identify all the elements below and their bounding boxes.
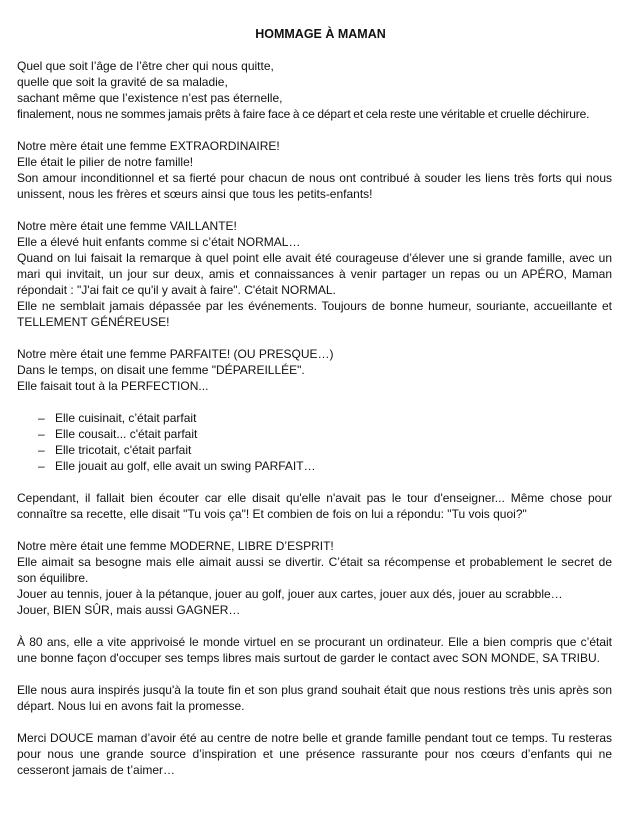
list-item <box>38 442 612 458</box>
paragraph-body: Son amour inconditionnel et sa fierté pour chacun de nous ont contribué à souder les liens très forts qui nous unissent, nous les frères et sœurs ainsi que tous les petits-enfants! <box>17 171 612 201</box>
dash-marker: – <box>38 427 45 441</box>
vaillante-paragraph <box>17 218 612 330</box>
list-item-text: Elle jouait au golf, elle avait un swing PARFAIT… <box>55 459 316 473</box>
parfaite-paragraph <box>17 346 612 394</box>
dash-marker: – <box>38 411 45 425</box>
paragraph-heading: Notre mère était une femme VAILLANTE! <box>17 219 237 233</box>
paragraph-heading: Notre mère était une femme PARFAITE! (OU PRESQUE…) <box>17 347 334 361</box>
paragraph-body: Elle ne semblait jamais dépassée par les événements. Toujours de bonne humeur, souriante, accueillante et TELLEMENT GÉNÉREUSE! <box>17 299 612 329</box>
list-item <box>38 458 612 474</box>
paragraph-line: Dans le temps, on disait une femme "DÉPAREILLÉE". <box>17 363 305 377</box>
list-item-text: Elle tricotait, c'était parfait <box>55 443 192 457</box>
intro-line: quelle que soit la gravité de sa maladie, <box>17 75 228 89</box>
list-item <box>38 426 612 442</box>
intro-line: Quel que soit l’âge de l’être cher qui nous quitte, <box>17 59 274 73</box>
paragraph-heading: Notre mère était une femme EXTRAORDINAIRE! <box>17 139 280 153</box>
dash-marker: – <box>38 459 45 473</box>
list-item <box>38 410 612 426</box>
paragraph-heading: Notre mère était une femme MODERNE, LIBRE D’ESPRIT! <box>17 539 334 553</box>
list-item-text: Elle cousait... c'était parfait <box>55 427 198 441</box>
dash-marker: – <box>38 443 45 457</box>
paragraph-line: Elle était le pilier de notre famille! <box>17 155 194 169</box>
extraordinaire-paragraph <box>17 138 612 202</box>
paragraph-body: Elle aimait sa besogne mais elle aimait aussi se divertir. C’était sa récompense et probablement le secret de son équilibre. <box>17 555 612 585</box>
intro-paragraph <box>17 58 612 122</box>
ecouter-paragraph: Cependant, il fallait bien écouter car elle disait qu'elle n'avait pas le tour d'enseigner... Même chose pour connaître sa recette, elle disait "Tu vois ça"! Et combien de fois on lui a répondu: "Tu vois quoi?" <box>17 491 612 521</box>
list-item-text: Elle cuisinait, c’était parfait <box>55 411 197 425</box>
merci-paragraph: Merci DOUCE maman d’avoir été au centre de notre belle et grande famille pendant tout ce temps. Tu resteras pour nous une grande source d’inspiration et une présence rassurante pour nos cœurs d’enfants qui ne cesseront jamais de t’aimer… <box>17 731 612 777</box>
paragraph-line: Jouer au tennis, jouer à la pétanque, jouer au golf, jouer aux cartes, jouer aux dés, jouer au scrabble… <box>17 587 563 601</box>
age80-paragraph: À 80 ans, elle a vite apprivoisé le monde virtuel en se procurant un ordinateur. Elle a bien compris que c’était une bonne façon d'occuper ses temps libres mais surtout de garder le contact avec SON MONDE, SA TRIBU. <box>17 635 612 665</box>
promesse-paragraph: Elle nous aura inspirés jusqu'à la toute fin et son plus grand souhait était que nous restions très unis après son départ. Nous lui en avons fait la promesse. <box>17 683 612 713</box>
moderne-paragraph <box>17 538 612 618</box>
paragraph-line: Jouer, BIEN SÛR, mais aussi GAGNER… <box>17 603 241 617</box>
intro-line: sachant même que l’existence n’est pas éternelle, <box>17 91 283 105</box>
bullet-list <box>17 410 612 474</box>
paragraph-body: Quand on lui faisait la remarque à quel point elle avait été courageuse d’élever une si grande famille, avec un mari qui invitait, un jour sur deux, amis et connaissances à venir partager un repas ou un APÉRO, Maman répondait : "J'ai fait ce qu'il y avait à faire". C'était NORMAL. <box>17 251 612 297</box>
paragraph-line: Elle a élevé huit enfants comme si c’était NORMAL… <box>17 235 301 249</box>
intro-line: finalement, nous ne sommes jamais prêts à faire face à ce départ et cela reste une véritable et cruelle déchirure. <box>17 107 590 121</box>
paragraph-line: Elle faisait tout à la PERFECTION... <box>17 379 209 393</box>
document-title: HOMMAGE À MAMAN <box>255 27 386 41</box>
